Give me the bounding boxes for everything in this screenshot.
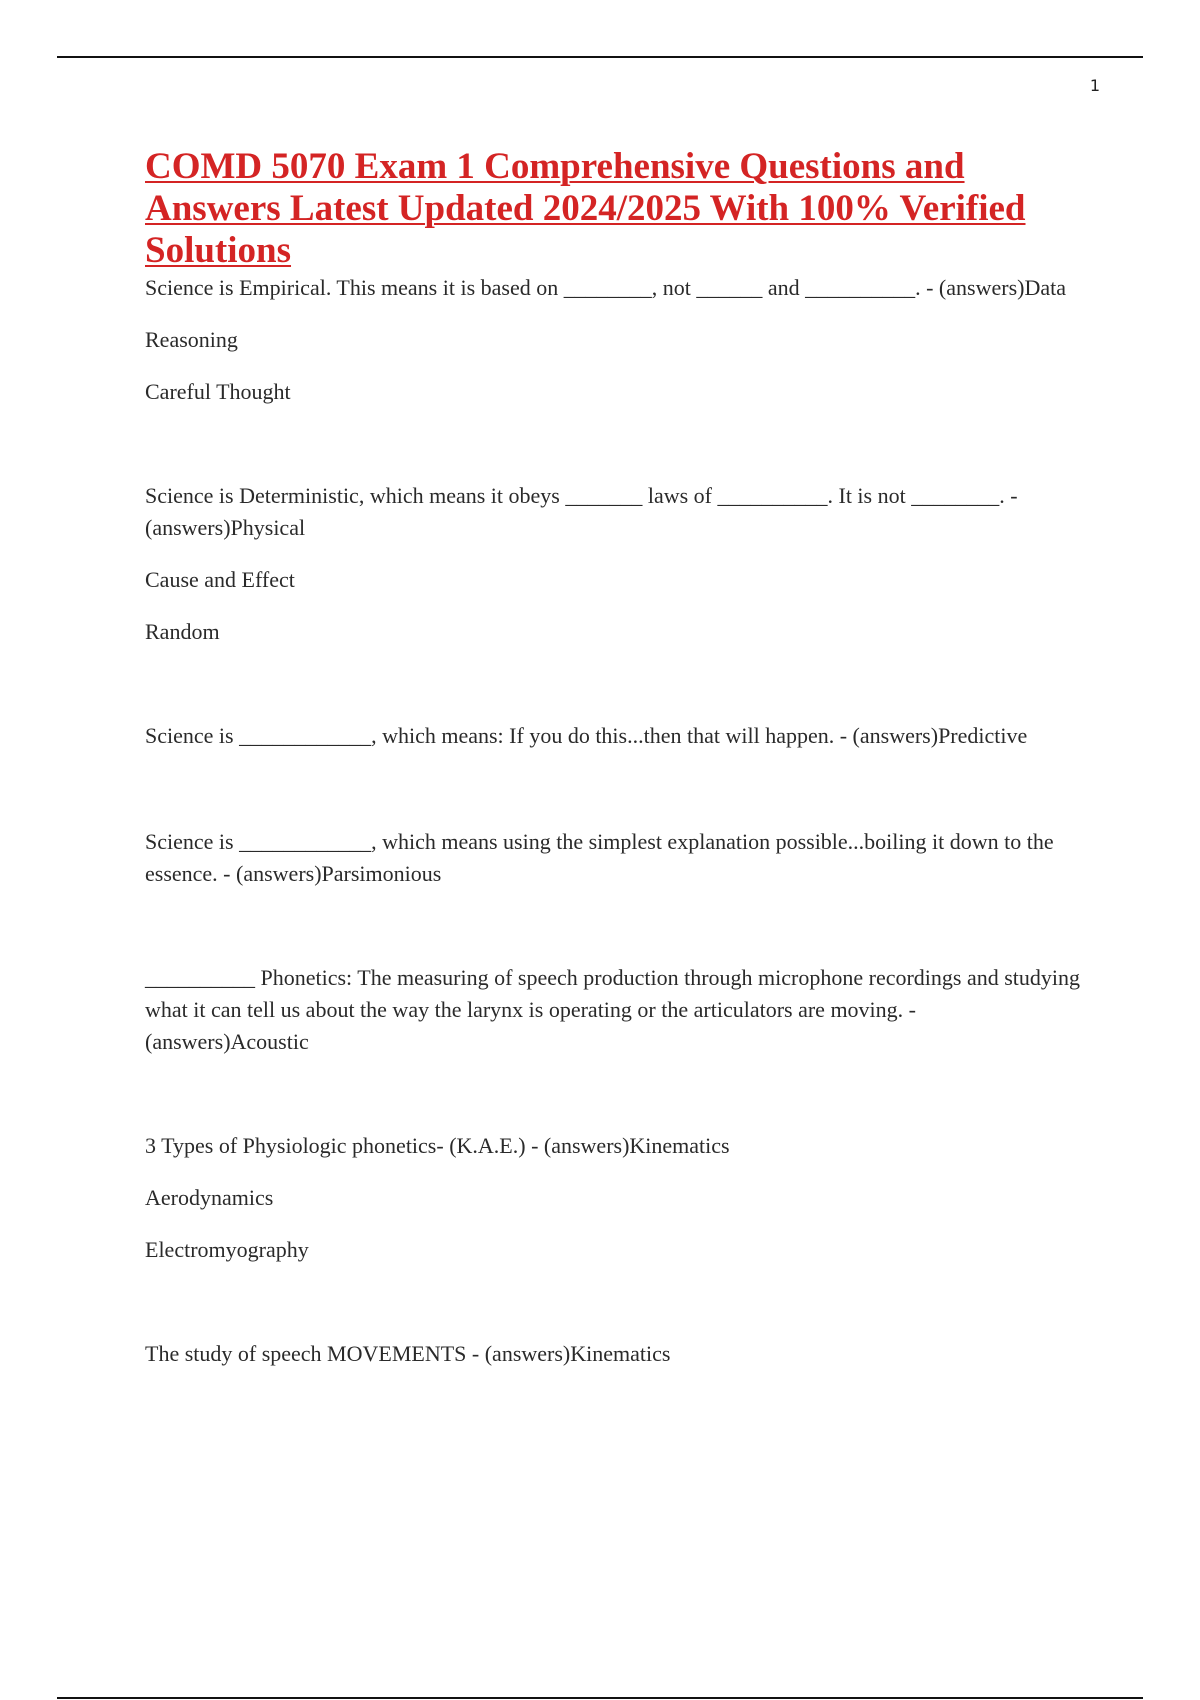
document-body [145, 146, 1085, 1370]
question-text: __________ Phonetics: The measuring of speech production through microphone recordings and studying what it can tell us about the way the larynx is operating or the articulators are moving. - (answers)Acoustic [145, 965, 1081, 1054]
qa-item-6 [145, 1130, 1085, 1266]
answer-line: Cause and Effect [145, 567, 295, 592]
qa-item-7 [145, 1338, 1085, 1370]
footer-rule [57, 1697, 1143, 1699]
answer-line: Reasoning [145, 327, 238, 352]
question-text: Science is ____________, which means using the simplest explanation possible...boiling it down to the essence. - (answers)Parsimonious [145, 829, 1054, 886]
document-title: COMD 5070 Exam 1 Comprehensive Questions and Answers Latest Updated 2024/2025 With 100% Verified Solutions [145, 146, 1026, 271]
answer-line: Electromyography [145, 1237, 309, 1262]
question-text: Science is Deterministic, which means it obeys _______ laws of __________. It is not ________. - (answers)Physical [145, 483, 1018, 540]
qa-item-2 [145, 480, 1085, 648]
qa-item-5 [145, 962, 1085, 1058]
answer-line: Random [145, 619, 220, 644]
question-text: Science is ____________, which means: If you do this...then that will happen. - (answers)Predictive [145, 723, 1028, 748]
answer-line: Aerodynamics [145, 1185, 274, 1210]
qa-item-1 [145, 272, 1085, 408]
question-text: 3 Types of Physiologic phonetics- (K.A.E.) - (answers)Kinematics [145, 1133, 730, 1158]
question-text: The study of speech MOVEMENTS - (answers)Kinematics [145, 1341, 671, 1366]
question-text: Science is Empirical. This means it is based on ________, not ______ and __________. - (answers)Data [145, 275, 1066, 300]
page-number: 1 [1089, 76, 1100, 95]
qa-item-3 [145, 720, 1085, 752]
answer-line: Careful Thought [145, 379, 291, 404]
header-rule [57, 56, 1143, 58]
qa-item-4 [145, 826, 1085, 890]
